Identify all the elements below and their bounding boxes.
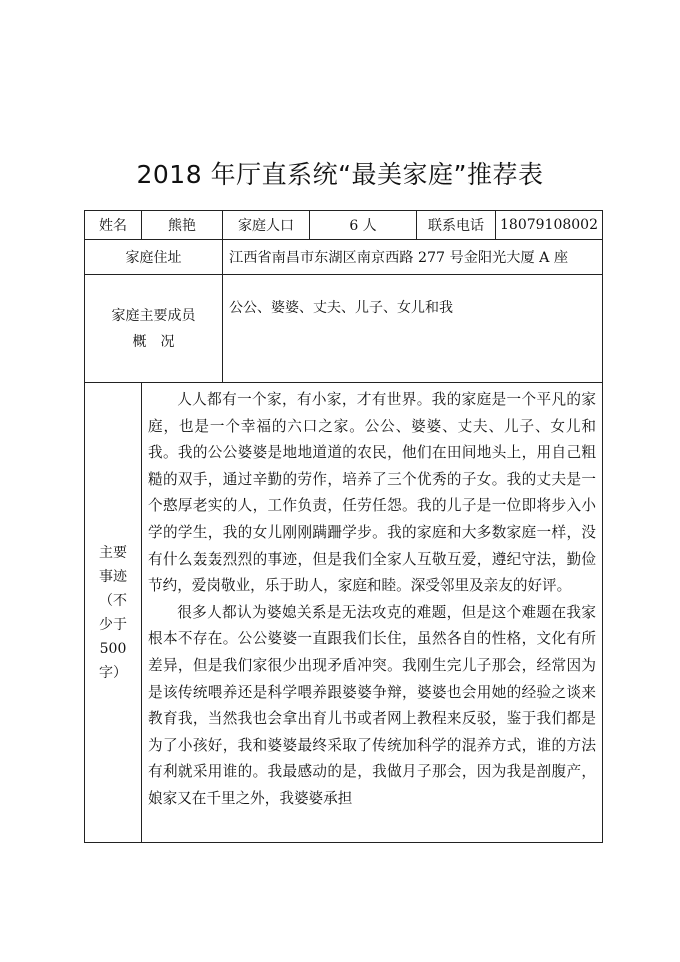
members-label-line2: 概 况 bbox=[132, 333, 175, 350]
page-title: 2018 年厅直系统“最美家庭”推荐表 bbox=[136, 160, 544, 189]
main-deeds-content bbox=[142, 383, 603, 843]
members-label bbox=[85, 275, 223, 383]
address-label: 家庭住址 bbox=[85, 240, 223, 275]
name-value: 熊艳 bbox=[142, 211, 223, 240]
address-value: 江西省南昌市东湖区南京西路 277 号金阳光大厦 A 座 bbox=[223, 240, 603, 275]
row-members bbox=[85, 275, 603, 383]
row-address bbox=[85, 240, 603, 275]
row-basic-info bbox=[85, 211, 603, 240]
row-main-deeds bbox=[85, 383, 603, 843]
household-size-value: 6 人 bbox=[310, 211, 417, 240]
deeds-label-line: 事迹 bbox=[99, 568, 127, 585]
members-value: 公公、婆婆、丈夫、儿子、女儿和我 bbox=[223, 275, 603, 383]
main-deeds-label bbox=[85, 383, 142, 843]
deeds-label-line: 500 bbox=[99, 640, 127, 657]
household-size-label: 家庭人口 bbox=[223, 211, 310, 240]
deeds-label-line: （不 bbox=[99, 592, 127, 609]
recommendation-form bbox=[84, 210, 603, 843]
members-label-line1: 家庭主要成员 bbox=[111, 307, 196, 324]
deeds-label-line: 主要 bbox=[99, 544, 127, 561]
name-label: 姓名 bbox=[85, 211, 142, 240]
phone-value: 18079108002 bbox=[496, 211, 603, 240]
deeds-paragraph: 人人都有一个家，有小家，才有世界。我的家庭是一个平凡的家庭，也是一个幸福的六口之家。公公、婆婆、丈夫、儿子、女儿和我。我的公公婆婆是地地道道的农民，他们在田间地头上，用自己粗糙的双手，通过辛勤的劳作，培养了三个优秀的子女。我的丈夫是一个憨厚老实的人，工作负责，任劳任怨。我的儿子是一位即将步入小学的学生，我的女儿刚刚蹒跚学步。我的家庭和大多数家庭一样，没有什么轰轰烈烈的事迹，但是我们全家人互敬互爱，遵纪守法，勤俭节约，爱岗敬业，乐于助人，家庭和睦。深受邻里及亲友的好评。 bbox=[148, 391, 596, 595]
deeds-label-line: 少于 bbox=[99, 616, 127, 633]
deeds-label-line: 字） bbox=[99, 664, 127, 681]
deeds-paragraph: 很多人都认为婆媳关系是无法攻克的难题，但是这个难题在我家根本不存在。公公婆婆一直跟我们长住，虽然各自的性格，文化有所差异，但是我们家很少出现矛盾冲突。我刚生完儿子那会，经常因为是该传统喂养还是科学喂养跟婆婆争辩，婆婆也会用她的经验之谈来教育我，当然我也会拿出育儿书或者网上教程来反驳，鉴于我们都是为了小孩好，我和婆婆最终采取了传统加科学的混养方式，谁的方法有利就采用谁的。我最感动的是，我做月子那会，因为我是剖腹产，娘家又在千里之外，我婆婆承担 bbox=[148, 603, 596, 807]
phone-label: 联系电话 bbox=[417, 211, 496, 240]
